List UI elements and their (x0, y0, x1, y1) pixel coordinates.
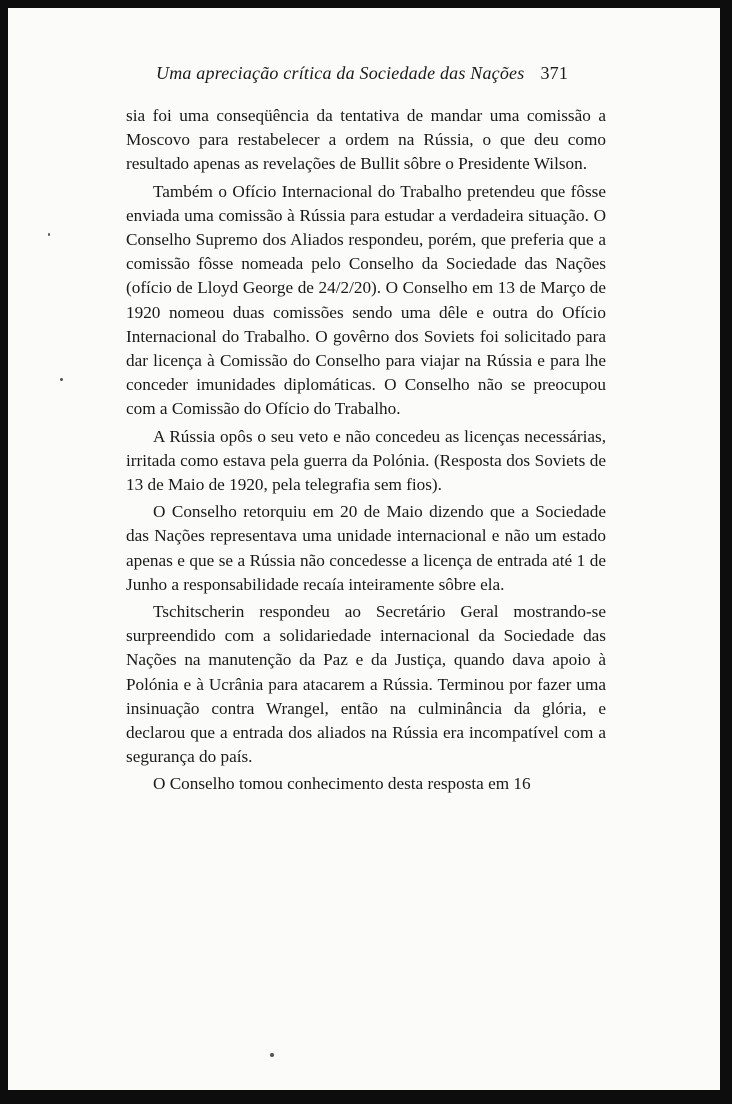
body-text (126, 104, 606, 797)
paragraph-conselho-retorquiu: O Conselho retorquiu em 20 de Maio dizendo que a Sociedade das Nações representava uma unidade internacional e não um estado apenas e que se a Rússia não concedesse a licença de entrada até 1 de Junho a responsabilidade recaía inteiramente sôbre ela. (126, 502, 606, 594)
running-head (156, 63, 616, 84)
paragraph-russia-veto: A Rússia opôs o seu veto e não concedeu as licenças necessárias, irritada como estava pela guerra da Polónia. (Resposta dos Soviets de 13 de Maio de 1920, pela telegrafia sem fios). (126, 426, 606, 495)
page-number: 371 (540, 63, 569, 83)
paragraph-tschitscherin: Tschitscherin respondeu ao Secretário Geral mostrando-se surpreendido com a solidariedade internacional da Sociedade das Nações na manutenção da Paz e da Justiça, quando dava apoio à Polónia e à Ucrânia para atacarem a Rússia. Terminou por fazer uma insinuação contra Wrangel, então na culminância da glória, e declarou que a entrada dos aliados na Rússia era incompatível com a segurança do país. (126, 602, 606, 767)
book-page (8, 8, 720, 1090)
paragraph-continuation: sia foi uma conseqüência da tentativa de mandar uma comissão a Moscovo para restabelecer a ordem na Rússia, o que deu como resultado apenas as revelações de Bullit sôbre o Presidente Wilson. (126, 106, 606, 174)
paragraph-conselho-tomou: O Conselho tomou conhecimento desta resposta em 16 (153, 774, 531, 794)
paragraph-oficio-trabalho: Também o Ofício Internacional do Trabalho pretendeu que fôsse enviada uma comissão à Rússia para estudar a verdadeira situação. O Conselho Supremo dos Aliados respondeu, porém, que preferia que a comissão fôsse nomeada pelo Conselho da Sociedade das Nações (ofício de Lloyd George de 24/2/20). O Conselho em 13 de Março de 1920 nomeou duas comissões sendo uma dêle e outra do Ofício Internacional do Trabalho. O govêrno dos Soviets foi solicitado para dar licença à Comissão do Conselho para viajar na Rússia e para lhe conceder imunidades diplomáticas. O Conselho não se preocupou com a Comissão do Ofício do Trabalho. (126, 181, 606, 419)
running-title: Uma apreciação crítica da Sociedade das Nações (156, 63, 525, 83)
